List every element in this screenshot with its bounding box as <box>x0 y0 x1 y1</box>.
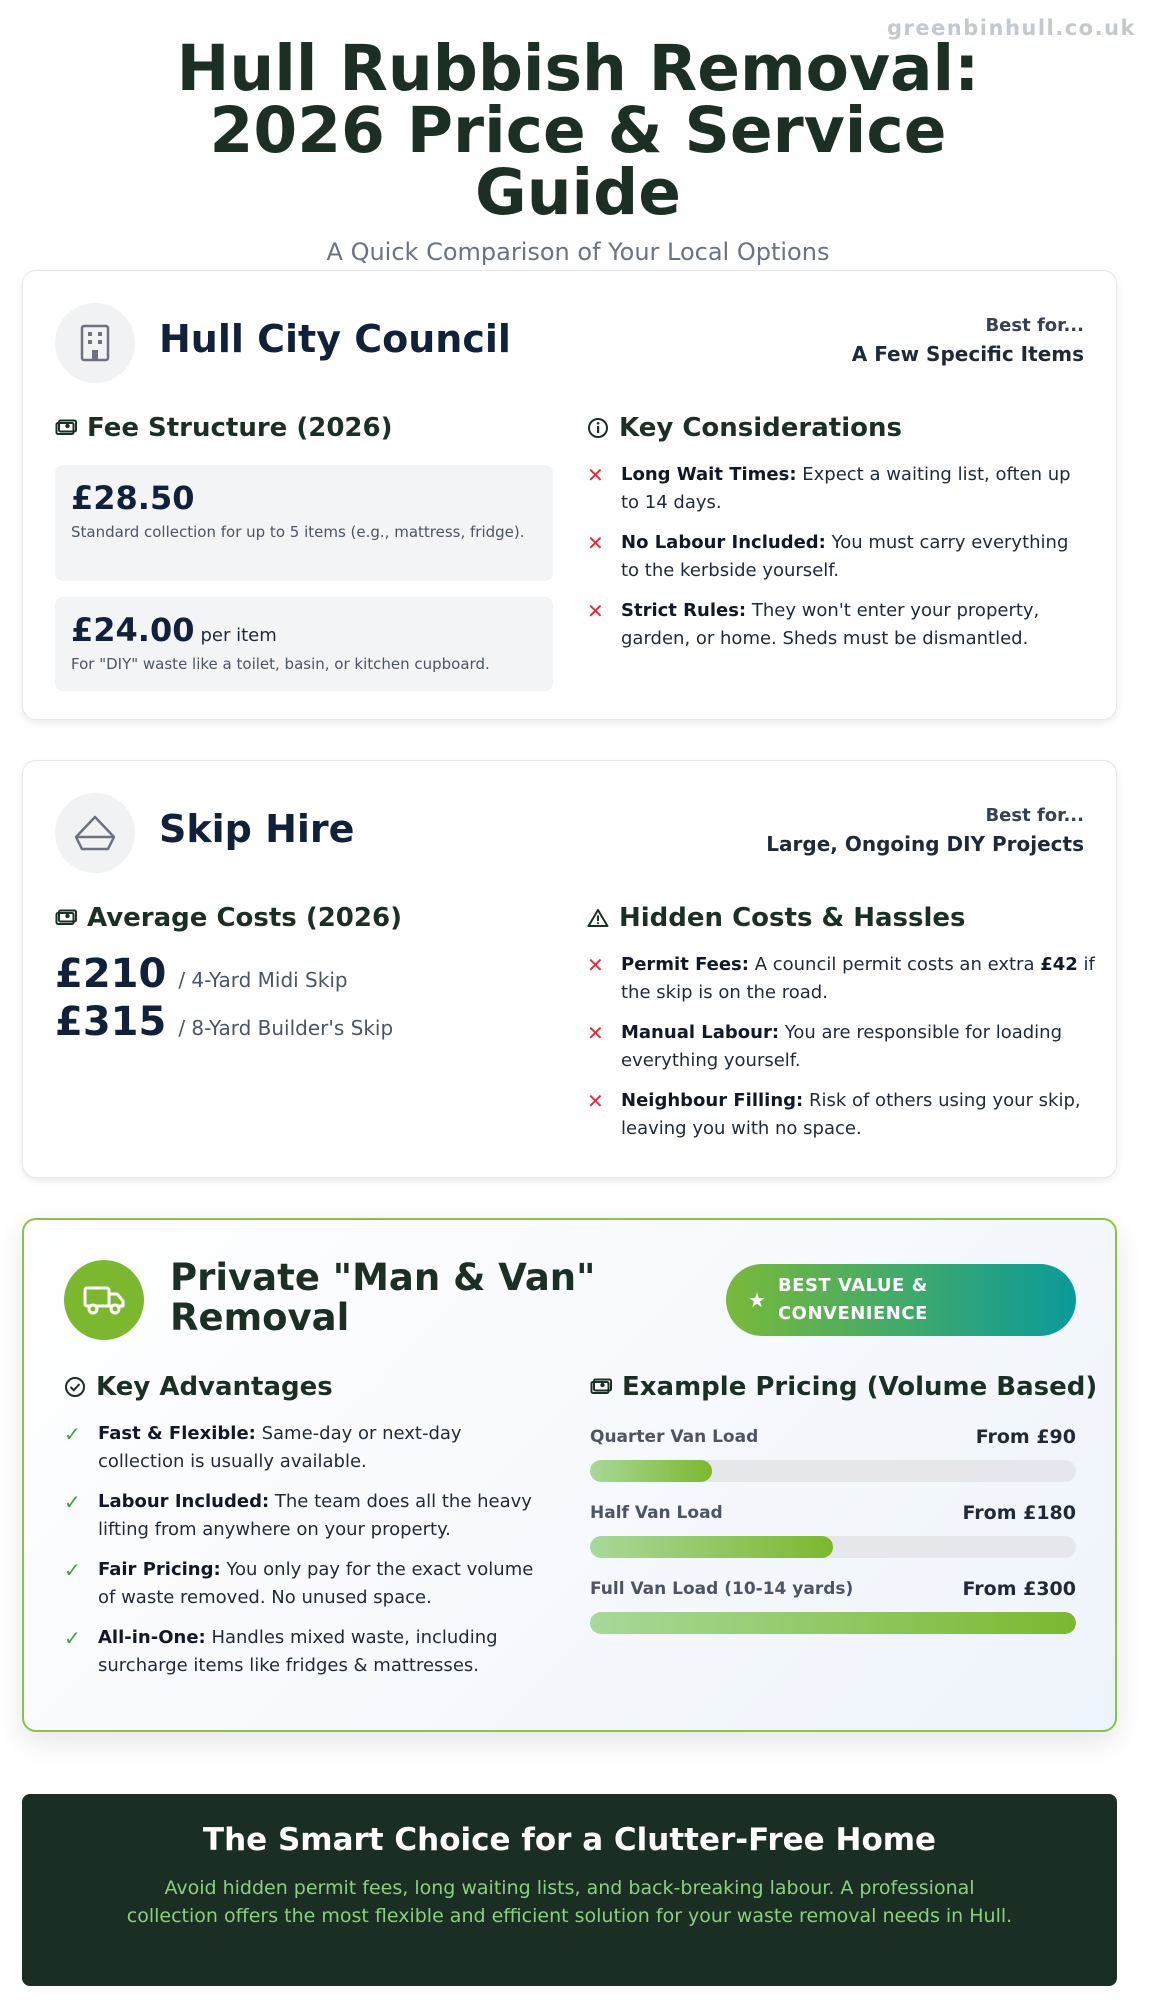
price-row <box>590 1578 1076 1634</box>
price-value: From £90 <box>975 1426 1076 1448</box>
fee-desc: For "DIY" waste like a toilet, basin, or kitchen cupboard. <box>71 655 490 673</box>
skip-card <box>22 760 1117 1178</box>
council-card <box>22 270 1117 720</box>
cross-icon: ✕ <box>587 463 604 487</box>
item-text: if the skip is on the road. <box>621 954 1095 1003</box>
price-row <box>590 1426 1076 1482</box>
best-for-label: Best for... <box>985 805 1084 826</box>
list-item <box>587 1019 1097 1075</box>
list-item <box>64 1624 544 1680</box>
item-text: They won't enter your property, garden, or home. Sheds must be dismantled. <box>621 600 1040 649</box>
list-item <box>587 529 1087 585</box>
price-value: From £300 <box>962 1578 1076 1600</box>
badge-text <box>778 1272 928 1328</box>
costs-heading <box>55 903 402 933</box>
hassles-heading-text: Hidden Costs & Hassles <box>619 903 966 933</box>
check-icon: ✓ <box>64 1490 81 1514</box>
item-bold: All-in-One: <box>98 1627 206 1648</box>
considerations-heading-text: Key Considerations <box>619 413 902 443</box>
skip-title: Skip Hire <box>159 807 355 851</box>
list-item <box>64 1556 544 1612</box>
money-icon <box>590 1378 612 1396</box>
check-icon: ✓ <box>64 1626 81 1650</box>
skip-best-for <box>766 805 1084 856</box>
council-best-for <box>852 315 1084 366</box>
money-icon <box>55 909 77 927</box>
footer-banner <box>22 1794 1117 1986</box>
van-title-line: Private "Man & Van" <box>170 1256 596 1299</box>
item-bold: Manual Labour: <box>621 1022 780 1043</box>
page-title: Hull Rubbish Removal: 2026 Price & Service Guide <box>176 32 980 229</box>
cross-icon: ✕ <box>587 531 604 555</box>
skip-icon <box>55 793 135 873</box>
item-text: You must carry everything to the kerbside yourself. <box>621 532 1069 581</box>
fee-price: £24.00 <box>71 611 195 649</box>
fees-heading-text: Fee Structure (2026) <box>87 413 393 443</box>
item-text: You only pay for the exact volume of waste removed. No unused space. <box>98 1559 534 1608</box>
price-row <box>590 1502 1076 1558</box>
list-item <box>587 597 1087 653</box>
van-icon <box>64 1260 144 1340</box>
cross-icon: ✕ <box>587 599 604 623</box>
item-bold: Fair Pricing: <box>98 1559 221 1580</box>
badge-line: BEST VALUE & <box>777 1275 928 1296</box>
hassles-list <box>587 951 1097 1155</box>
considerations-list <box>587 461 1087 665</box>
price-bar-track <box>590 1536 1076 1558</box>
price-bar-fill <box>590 1460 712 1482</box>
hassles-heading <box>587 903 965 933</box>
check-icon: ✓ <box>64 1422 81 1446</box>
fee-desc: Standard collection for up to 5 items (e.g., mattress, fridge). <box>71 523 525 541</box>
list-item <box>587 951 1097 1007</box>
price-name: Quarter Van Load <box>590 1427 759 1447</box>
item-text: A council permit costs an extra <box>748 954 1041 975</box>
council-title: Hull City Council <box>159 317 511 361</box>
item-text: Risk of others using your skip, leaving you with no space. <box>621 1090 1081 1139</box>
check-circle-icon <box>64 1376 86 1398</box>
best-for-value: A Few Specific Items <box>851 342 1084 366</box>
list-item <box>64 1420 544 1476</box>
fee-price: £28.50 <box>71 479 195 517</box>
van-title <box>170 1258 595 1338</box>
item-bold-inline: £42 <box>1040 954 1078 975</box>
advantages-list <box>64 1420 544 1692</box>
cost-price: £210 <box>55 951 167 997</box>
item-text: You are responsible for loading everything yourself. <box>621 1022 1063 1071</box>
cost-label: / 4-Yard Midi Skip <box>178 968 348 992</box>
item-text: Expect a waiting list, often up to 14 days. <box>621 464 1071 513</box>
price-bar-fill <box>590 1536 833 1558</box>
list-item <box>587 461 1087 517</box>
best-for-value: Large, Ongoing DIY Projects <box>766 832 1084 856</box>
badge-line: CONVENIENCE <box>777 1303 928 1324</box>
price-bar-track <box>590 1460 1076 1482</box>
money-icon <box>55 419 77 437</box>
cost-price: £315 <box>55 999 167 1045</box>
item-text: The team does all the heavy lifting from anywhere on your property. <box>98 1491 532 1540</box>
item-text: Same-day or next-day collection is usually available. <box>98 1423 462 1472</box>
building-icon <box>55 303 135 383</box>
price-name: Full Van Load (10-14 yards) <box>590 1579 854 1599</box>
price-bar-track <box>590 1612 1076 1634</box>
cross-icon: ✕ <box>587 1089 604 1113</box>
fee-box <box>55 465 553 581</box>
item-bold: Long Wait Times: <box>621 464 797 485</box>
best-value-badge <box>726 1264 1076 1336</box>
price-value: From £180 <box>962 1502 1076 1524</box>
pricing-heading-text: Example Pricing (Volume Based) <box>622 1372 1098 1402</box>
list-item <box>64 1488 544 1544</box>
footer-body: Avoid hidden permit fees, long waiting lists, and back-breaking labour. A professional collection offers the most flexible and efficient solution for your waste removal needs in Hull. <box>126 1877 1013 1927</box>
advantages-heading <box>64 1372 333 1402</box>
cost-row <box>55 951 348 997</box>
item-bold: No Labour Included: <box>621 532 826 553</box>
page-subtitle: A Quick Comparison of Your Local Options <box>326 238 830 266</box>
price-bar-fill <box>590 1612 1076 1634</box>
warning-icon <box>587 908 609 928</box>
site-watermark: greenbinhull.co.uk <box>886 16 1136 40</box>
pricing-heading <box>590 1372 1097 1402</box>
considerations-heading <box>587 413 902 443</box>
footer-title: The Smart Choice for a Clutter-Free Home <box>202 1822 937 1858</box>
best-for-label: Best for... <box>985 315 1084 336</box>
cost-label: / 8-Yard Builder's Skip <box>178 1016 394 1040</box>
fee-per: per item <box>200 625 277 646</box>
star-icon: ★ <box>748 1288 766 1312</box>
van-title-line: Removal <box>170 1296 350 1339</box>
fee-box <box>55 597 553 691</box>
cost-row <box>55 999 393 1045</box>
item-bold: Strict Rules: <box>621 600 747 621</box>
price-name: Half Van Load <box>590 1503 723 1523</box>
check-icon: ✓ <box>64 1558 81 1582</box>
list-item <box>587 1087 1097 1143</box>
advantages-heading-text: Key Advantages <box>96 1372 333 1402</box>
item-bold: Fast & Flexible: <box>98 1423 256 1444</box>
costs-heading-text: Average Costs (2026) <box>87 903 402 933</box>
cross-icon: ✕ <box>587 953 604 977</box>
fees-heading <box>55 413 393 443</box>
van-card <box>22 1218 1117 1732</box>
info-icon <box>587 417 609 439</box>
item-bold: Neighbour Filling: <box>621 1090 804 1111</box>
item-bold: Permit Fees: <box>621 954 749 975</box>
item-bold: Labour Included: <box>98 1491 270 1512</box>
cross-icon: ✕ <box>587 1021 604 1045</box>
item-text: Handles mixed waste, including surcharge items like fridges & mattresses. <box>98 1627 498 1676</box>
